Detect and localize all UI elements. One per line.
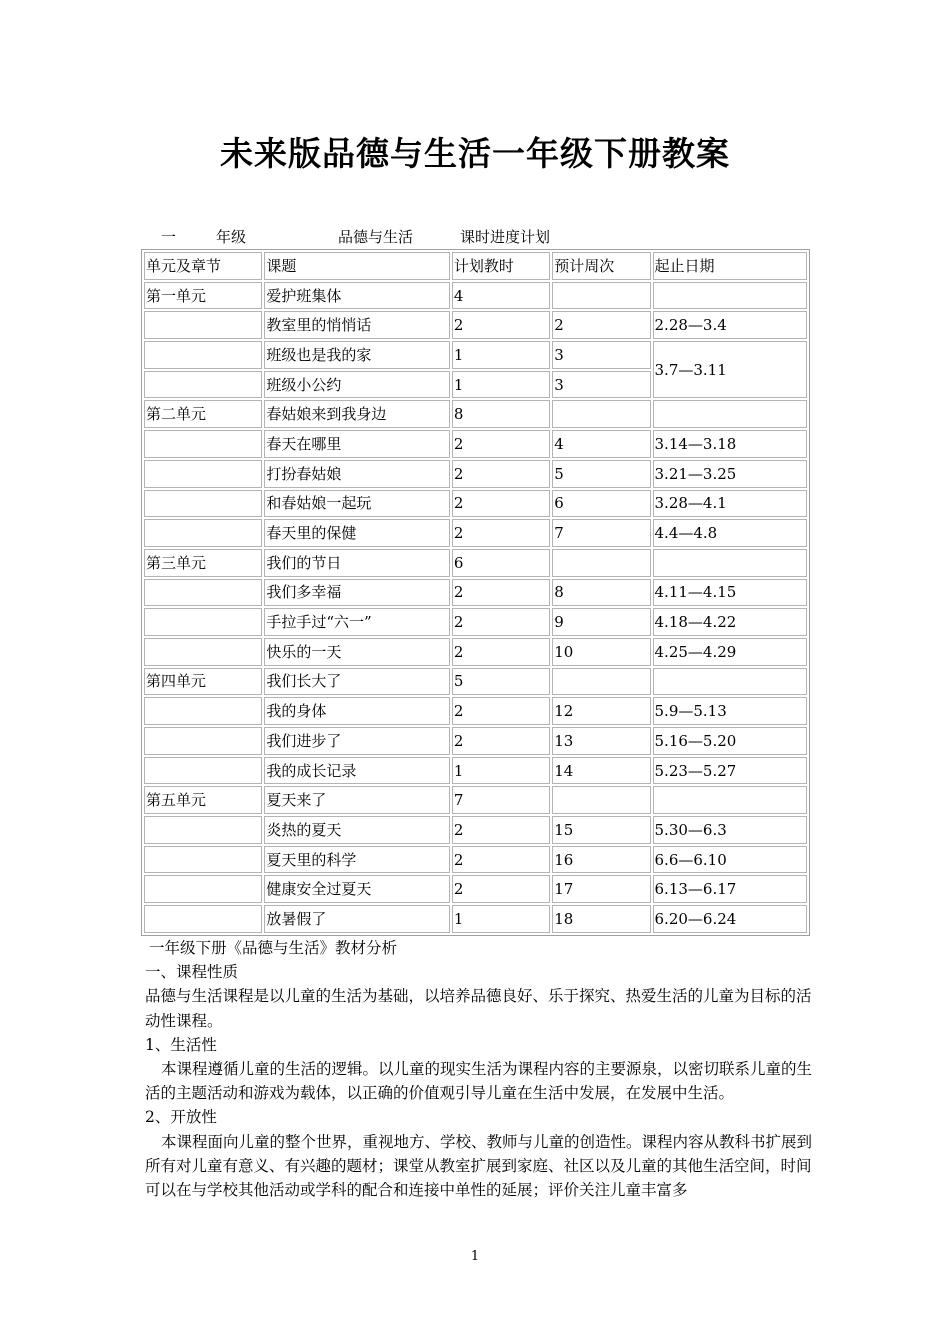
- cell-week: [552, 400, 650, 428]
- cell-hours: 2: [452, 490, 550, 518]
- cell-week: 15: [552, 816, 650, 844]
- page-number: 1: [470, 1249, 480, 1264]
- cell-hours: 1: [452, 757, 550, 785]
- cell-hours: 1: [452, 905, 550, 933]
- schedule-table-body: [144, 252, 807, 933]
- cell-hours: 8: [452, 400, 550, 428]
- table-row: [144, 697, 807, 725]
- cell-week: 7: [552, 519, 650, 547]
- cell-dates: 4.4—4.8: [653, 519, 807, 547]
- cell-topic: 教室里的悄悄话: [264, 311, 450, 339]
- cell-hours: 6: [452, 549, 550, 577]
- cell-topic: 和春姑娘一起玩: [264, 490, 450, 518]
- cell-topic: 我们多幸福: [264, 579, 450, 607]
- cell-dates: 6.6—6.10: [653, 846, 807, 874]
- table-row: [144, 400, 807, 428]
- analysis-heading: 一年级下册《品德与生活》教材分析: [149, 939, 398, 957]
- table-row: [144, 282, 807, 310]
- cell-week: 6: [552, 490, 650, 518]
- cell-dates: 3.21—3.25: [653, 460, 807, 488]
- header-cell-unit: 单元及章节: [144, 252, 262, 280]
- cell-week: 16: [552, 846, 650, 874]
- table-caption: [0, 226, 950, 248]
- cell-topic: 我们长大了: [264, 668, 450, 696]
- cell-unit: [144, 341, 262, 369]
- cell-topic: 我们进步了: [264, 727, 450, 755]
- table-row: [144, 905, 807, 933]
- cell-dates: [653, 668, 807, 696]
- cell-unit: 第五单元: [144, 786, 262, 814]
- cell-dates: 3.28—4.1: [653, 490, 807, 518]
- table-row: [144, 341, 807, 369]
- table-row: [144, 727, 807, 755]
- cell-unit: 第四单元: [144, 668, 262, 696]
- cell-hours: 2: [452, 875, 550, 903]
- cell-unit: [144, 579, 262, 607]
- cell-unit: [144, 727, 262, 755]
- cell-dates: 5.23—5.27: [653, 757, 807, 785]
- cell-unit: [144, 816, 262, 844]
- cell-unit: [144, 905, 262, 933]
- cell-topic: 健康安全过夏天: [264, 875, 450, 903]
- cell-dates: 4.25—4.29: [653, 638, 807, 666]
- cell-dates: 3.14—3.18: [653, 430, 807, 458]
- cell-topic: 炎热的夏天: [264, 816, 450, 844]
- cell-week: [552, 786, 650, 814]
- cell-topic: 春天在哪里: [264, 430, 450, 458]
- paragraph: 本课程面向儿童的整个世界，重视地方、学校、教师与儿童的创造性。课程内容从教科书扩展到所有对儿童有意义、有兴趣的题材；课堂从教室扩展到家庭、社区以及儿童的其他生活空间，时间可以在与学校其他活动或学科的配合和连接中单性的延展；评价关注儿童丰富多: [145, 1132, 813, 1200]
- cell-unit: [144, 311, 262, 339]
- cell-dates: 3.7—3.11: [653, 341, 807, 398]
- table-row: [144, 579, 807, 607]
- cell-topic: 手拉手过“六一”: [264, 608, 450, 636]
- item-heading: 1、生活性: [145, 1035, 217, 1054]
- cell-dates: 4.11—4.15: [653, 579, 807, 607]
- table-row: [144, 875, 807, 903]
- section-heading: 一、课程性质: [145, 963, 239, 982]
- table-row: [144, 608, 807, 636]
- cell-week: 5: [552, 460, 650, 488]
- table-row: [144, 786, 807, 814]
- cell-dates: [653, 282, 807, 310]
- cell-week: 8: [552, 579, 650, 607]
- cell-week: [552, 668, 650, 696]
- item-heading: 2、开放性: [145, 1108, 217, 1127]
- cell-unit: 第三单元: [144, 549, 262, 577]
- table-row: [144, 460, 807, 488]
- cell-unit: 第二单元: [144, 400, 262, 428]
- cell-hours: 2: [452, 697, 550, 725]
- cell-topic: 我们的节日: [264, 549, 450, 577]
- cell-topic: 我的成长记录: [264, 757, 450, 785]
- cell-unit: [144, 430, 262, 458]
- cell-unit: [144, 490, 262, 518]
- schedule-table: [141, 249, 810, 936]
- cell-hours: 2: [452, 519, 550, 547]
- cell-hours: 2: [452, 579, 550, 607]
- table-row: [144, 816, 807, 844]
- cell-unit: [144, 371, 262, 399]
- cell-week: 9: [552, 608, 650, 636]
- cell-week: 10: [552, 638, 650, 666]
- cell-dates: 2.28—3.4: [653, 311, 807, 339]
- cell-week: 18: [552, 905, 650, 933]
- cell-topic: 春姑娘来到我身边: [264, 400, 450, 428]
- table-row: [144, 430, 807, 458]
- table-row: [144, 757, 807, 785]
- table-row: [144, 490, 807, 518]
- document-title: 未来版品德与生活一年级下册教案: [220, 134, 730, 173]
- cell-unit: [144, 757, 262, 785]
- cell-dates: 6.20—6.24: [653, 905, 807, 933]
- cell-hours: 1: [452, 341, 550, 369]
- cell-dates: 4.18—4.22: [653, 608, 807, 636]
- cell-hours: 2: [452, 311, 550, 339]
- header-cell-dates: 起止日期: [653, 252, 807, 280]
- cell-dates: 5.30—6.3: [653, 816, 807, 844]
- header-cell-hours: 计划教时: [452, 252, 550, 280]
- cell-hours: 2: [452, 816, 550, 844]
- cell-week: [552, 549, 650, 577]
- paragraph: 本课程遵循儿童的生活的逻辑。以儿童的现实生活为课程内容的主要源泉，以密切联系儿童的生活的主题活动和游戏为载体，以正确的价值观引导儿童在生活中发展，在发展中生活。: [145, 1060, 813, 1103]
- caption-subject: 品德与生活: [338, 228, 414, 246]
- cell-week: [552, 282, 650, 310]
- cell-topic: 放暑假了: [264, 905, 450, 933]
- cell-dates: [653, 400, 807, 428]
- cell-dates: 6.13—6.17: [653, 875, 807, 903]
- cell-hours: 7: [452, 786, 550, 814]
- table-row: [144, 519, 807, 547]
- cell-hours: 4: [452, 282, 550, 310]
- header-cell-week: 预计周次: [552, 252, 650, 280]
- cell-unit: 第一单元: [144, 282, 262, 310]
- cell-hours: 2: [452, 638, 550, 666]
- table-row: [144, 638, 807, 666]
- cell-week: 13: [552, 727, 650, 755]
- textbook-analysis: [145, 936, 813, 1202]
- cell-topic: 春天里的保健: [264, 519, 450, 547]
- cell-topic: 夏天里的科学: [264, 846, 450, 874]
- cell-topic: 班级小公约: [264, 371, 450, 399]
- paragraph: 品德与生活课程是以儿童的生活为基础，以培养品德良好、乐于探究、热爱生活的儿童为目标的活动性课程。: [145, 987, 812, 1030]
- cell-week: 12: [552, 697, 650, 725]
- cell-hours: 2: [452, 460, 550, 488]
- cell-unit: [144, 875, 262, 903]
- cell-dates: [653, 786, 807, 814]
- cell-unit: [144, 608, 262, 636]
- cell-week: 2: [552, 311, 650, 339]
- cell-dates: 5.9—5.13: [653, 697, 807, 725]
- table-row: [144, 846, 807, 874]
- cell-week: 4: [552, 430, 650, 458]
- cell-dates: [653, 549, 807, 577]
- cell-topic: 班级也是我的家: [264, 341, 450, 369]
- table-header-row: [144, 252, 807, 280]
- table-row: [144, 668, 807, 696]
- cell-unit: [144, 460, 262, 488]
- caption-plan: 课时进度计划: [460, 228, 551, 246]
- caption-grade-number: 一: [161, 228, 177, 246]
- cell-week: 3: [552, 341, 650, 369]
- cell-unit: [144, 638, 262, 666]
- cell-week: 14: [552, 757, 650, 785]
- header-cell-topic: 课题: [264, 252, 450, 280]
- table-row: [144, 311, 807, 339]
- cell-hours: 5: [452, 668, 550, 696]
- cell-unit: [144, 846, 262, 874]
- caption-grade: 年级: [216, 228, 247, 246]
- cell-unit: [144, 519, 262, 547]
- cell-week: 17: [552, 875, 650, 903]
- cell-hours: 2: [452, 727, 550, 755]
- cell-hours: 2: [452, 430, 550, 458]
- cell-topic: 打扮春姑娘: [264, 460, 450, 488]
- cell-topic: 夏天来了: [264, 786, 450, 814]
- cell-hours: 2: [452, 608, 550, 636]
- cell-hours: 2: [452, 846, 550, 874]
- cell-week: 3: [552, 371, 650, 399]
- cell-topic: 快乐的一天: [264, 638, 450, 666]
- cell-topic: 爱护班集体: [264, 282, 450, 310]
- cell-topic: 我的身体: [264, 697, 450, 725]
- cell-unit: [144, 697, 262, 725]
- table-row: [144, 549, 807, 577]
- cell-dates: 5.16—5.20: [653, 727, 807, 755]
- cell-hours: 1: [452, 371, 550, 399]
